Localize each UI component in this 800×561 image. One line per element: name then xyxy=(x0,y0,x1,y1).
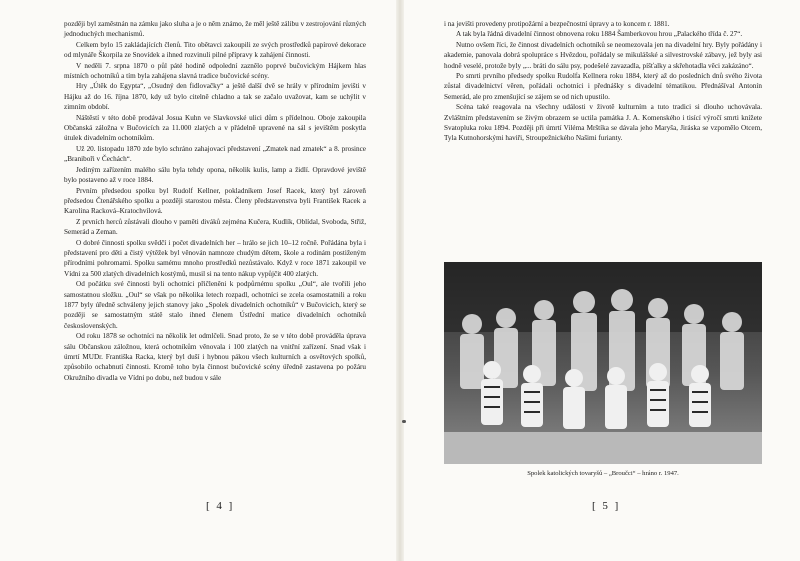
paragraph: A tak byla řádná divadelní činnost obnovena roku 1884 Šamberkovou hrou „Palackého třída č. 27“. xyxy=(456,30,743,39)
paragraph: Od počátku své činnosti byli ochotníci přičleněni k podpůrnému spolku „Oul“, ale tvořili jeho samostatnou složku. „Oul“ se však po několika letech rozpadl, ochotníci se zcela osamostatnili a roku 1877 byly úředně schváleny jejich stanovy jako „Spolek divadelních ochotníků“ v Bučovicích, který se později se samostatným státě stalo ihned členem Ústřední matice divadelních ochotníků československých. xyxy=(64,280,366,330)
paragraph: Už 20. listopadu 1870 zde bylo schráno zahajovací představení „Zmatek nad zmatek“ a 8. prosince „Braniboři v Čechách“. xyxy=(64,144,366,164)
paragraph: Z prvních herců zůstávali dlouho v paměti diváků zejména Kučera, Kudlík, Oblídal, Svoboda, Střiž, Semerád a Zeman. xyxy=(64,217,366,237)
paragraph: později byl zaměstnán na zámku jako sluha a je o něm známo, že měl ještě zálibu v zestrojování různých jednoduchých mechanismů. xyxy=(64,20,366,39)
left-text-column xyxy=(64,19,366,383)
paragraph: Nutno ovšem říci, že činnost divadelních ochotníků se neomezovala jen na divadelní hry. Byly pořádány i akademie, panovala dobrá spolupráce s Hvězdou, pořádaly se mikulášské a silvestrovské zábavy, jež byly asi hodně veselé, protože byly „... bráti do sálu psy, podešelé zavazadla, píšťalky a skřehotadla věci zakázáno“. xyxy=(444,40,762,70)
paragraph: Celkem bylo 15 zakládajících členů. Tito obětavci zakoupili ze svých prostředků papírové dekorace od mlynáře Škorpila ze Snovídek a ihned rozvinuli pilné přípravy k zahájení činnosti. xyxy=(64,40,366,60)
right-text-column xyxy=(444,19,762,144)
paragraph: O dobré činnosti spolku svědčí i počet divadelních her – hrálo se jich 10–12 ročně. Pořádána byla i představení pro děti a čistý výtěžek byl věnován namnoze chudým dětem, škole a rodinám postiženým přírodními pohromami. Spolku samému mnoho prostředků nezůstávalo. Když v roce 1871 zakoupil ve Vídni za 500 zlatých divadelních kostýmů, musil si na tento nákup vypůjčit 400 zlatých. xyxy=(64,238,366,278)
paragraph: Náštěstí v této době prodával Josua Kuhn ve Slavkovské ulici dům s přídelnou. Oboje zakoupila Občanská záložna v Bučovicích za 11.000 zlatých a v přádelně upravené na sál s jevištěm poskytla útulek divadelním ochotníkům. xyxy=(64,113,366,143)
page-number: [ 4 ] xyxy=(206,500,235,512)
historical-group-photo xyxy=(444,262,762,464)
photo-illustration xyxy=(444,262,762,464)
paragraph: V neděli 7. srpna 1870 o půl páté hodině odpolední zaznělo poprvé bučovickým Hájkem hlas místních ochotníků a tím byla zahájena slavná tradice bučovické scény. xyxy=(64,61,366,81)
right-page xyxy=(400,0,800,561)
paragraph: Scéna také reagovala na všechny události v životě kulturním a tuto tradici si dlouho uchovávala. Zvláštním představením se živým obrazem se uctila památka J. A. Komenského i tisící výročí smrti knížete Svatopluka roku 1894. Později při úmrtí Viléma Mrštíka se dávala jeho Maryša, Jiráska se vzpomělo Otcem, Tyla Kutnohorskými haviři, Stroupežnického Našimi furianty. xyxy=(444,103,762,143)
paragraph: Po smrti prvního předsedy spolku Rudolfa Kellnera roku 1884, který až do posledních dnů svého života zůstal divadelnictví věren, pořádali ochotníci i přednášky s divadelní tématikou. Přednášíval Antonín Semerád, ale pro zmenšující se zájem se od nich upustilo. xyxy=(444,72,762,101)
paragraph: Hry „Útěk do Egypta“, „Osudný den fidlovačky“ a ještě další dvě se hrály v přírodním jevišti v Hájku až do 16. října 1870, kdy už bylo citelně chladno a tak se začalo uvažovat, kam se uchýlit v zimním období. xyxy=(64,82,366,112)
paragraph: Od roku 1878 se ochotníci na několik let odmlčeli. Snad proto, že se v této době prováděla úprava sálu Občanskou záložnou, která ochotníkům věnovala i 100 zlatých na vnitřní zařízení. Snad však i úmrtí MUDr. Františka Racka, který byl duší i hybnou pákou všech kulturních a osvětových spolků, způsobilo ochabnutí činnosti. Kromě toho byla činnost bučovické scény úředně zastavena po požáru Okružního divadla ve Vídni po dobu, než budou v sále xyxy=(64,332,366,382)
paragraph: Jediným zařízením malého sálu byla tehdy opona, několik kulis, lamp a židlí. Opravdové jeviště bylo postaveno až v roce 1884. xyxy=(64,165,366,185)
photo-caption: Spolek katolických tovaryšů – „Broučci“ – hráno r. 1947. xyxy=(527,470,679,477)
paragraph: i na jevišti provedeny protipožární a bezpečnostní úpravy a to koncem r. 1881. xyxy=(444,20,670,28)
paragraph: Prvním předsedou spolku byl Rudolf Kellner, pokladníkem Josef Racek, který byl zároveň předsedou Čtenářského spolku a později starostou města. Členy představenstva byli František Racek a Karolina Racková–Kratochvílová. xyxy=(64,186,366,216)
page-number: [ 5 ] xyxy=(592,500,621,512)
